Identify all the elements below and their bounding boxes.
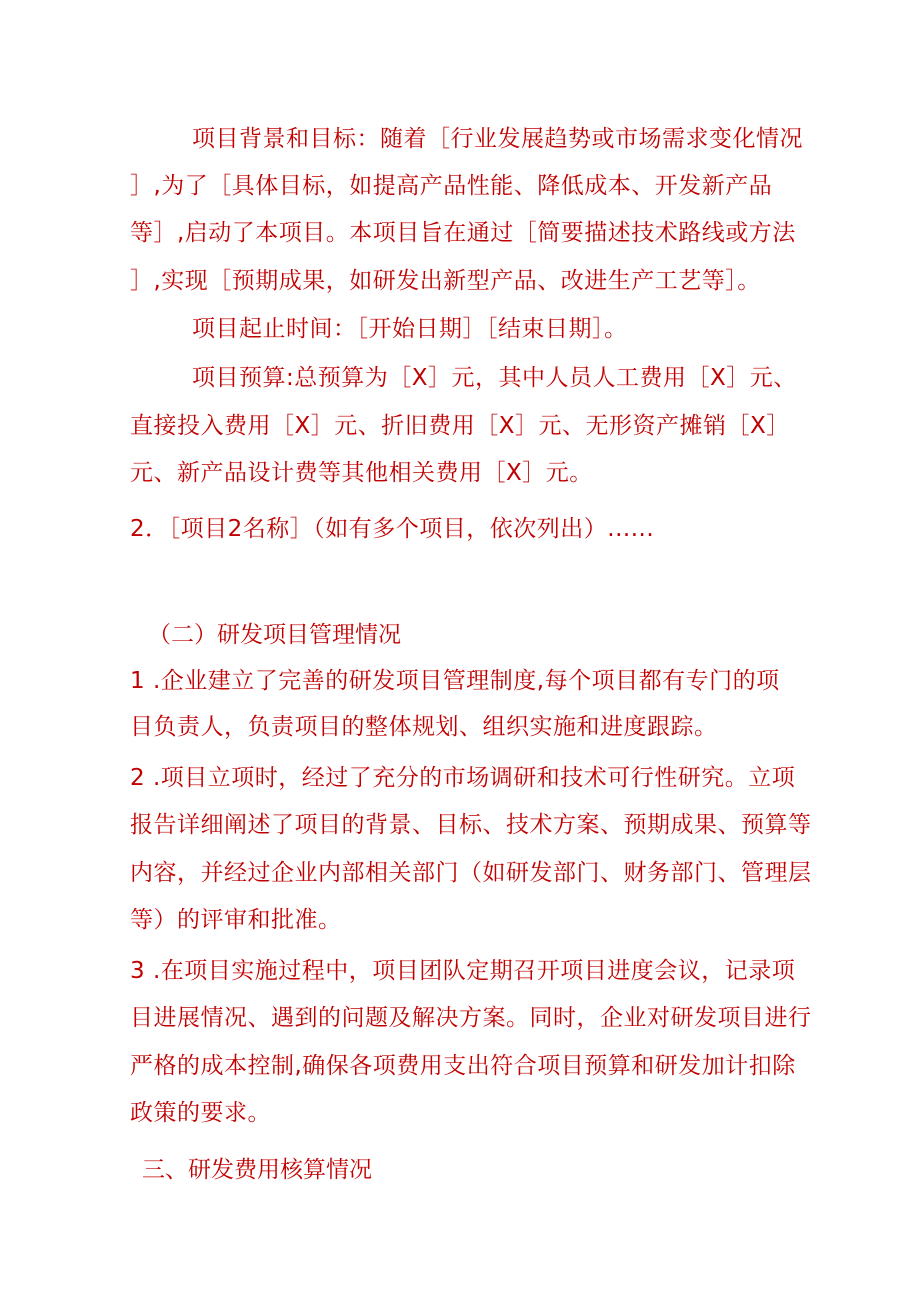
management-item-2-line-2: 报告详细阐述了项目的背景、目标、技术方案、预期成果、预算等 <box>130 812 812 838</box>
project-budget-line-3: 元、新产品设计费等其他相关费用［X］元。 <box>130 460 593 486</box>
project-budget-line-2: 直接投入费用［X］元、折旧费用［X］元、无形资产摊销［X］ <box>130 413 790 439</box>
project-2-item: 2．［项目2名称］（如有多个项目，依次列出）...... <box>130 516 655 542</box>
management-item-1-line-1: 1 .企业建立了完善的研发项目管理制度,每个项目都有专门的项 <box>130 668 780 694</box>
section-heading-management: （二）研发项目管理情况 <box>148 622 401 648</box>
project-background-line-3: 等］,启动了本项目。本项目旨在通过［简要描述技术路线或方法 <box>130 220 796 246</box>
project-background-line-2: ］,为了［具体目标，如提高产品性能、降低成本、开发新产品 <box>130 173 773 199</box>
management-item-1-line-2: 目负责人，负责项目的整体规划、组织实施和进度跟踪。 <box>130 714 718 740</box>
management-item-3-line-1: 3 .在项目实施过程中，项目团队定期召开项目进度会议，记录项 <box>130 958 796 984</box>
section-heading-accounting: 三、研发费用核算情况 <box>142 1157 372 1183</box>
management-item-3-line-2: 目进展情况、遇到的问题及解决方案。同时，企业对研发项目进行 <box>130 1005 812 1031</box>
management-item-2-line-3: 内容，并经过企业内部相关部门（如研发部门、财务部门、管理层 <box>130 860 812 886</box>
project-period-line: 项目起止时间：［开始日期］［结束日期］。 <box>192 316 628 342</box>
management-item-3-line-4: 政策的要求。 <box>130 1100 271 1126</box>
management-item-3-line-3: 严格的成本控制,确保各项费用支出符合项目预算和研发加计扣除 <box>130 1053 796 1079</box>
management-item-2-line-4: 等）的评审和批准。 <box>130 907 342 933</box>
management-item-2-line-1: 2 .项目立项时，经过了充分的市场调研和技术可行性研究。立项 <box>130 765 796 791</box>
project-budget-line-1: 项目预算:总预算为［X］元，其中人员人工费用［X］元、 <box>192 365 797 391</box>
project-background-line-1: 项目背景和目标：随着［行业发展趋势或市场需求变化情况 <box>192 126 803 152</box>
project-background-line-4: ］,实现［预期成果，如研发出新型产品、改进生产工艺等］。 <box>130 268 761 294</box>
